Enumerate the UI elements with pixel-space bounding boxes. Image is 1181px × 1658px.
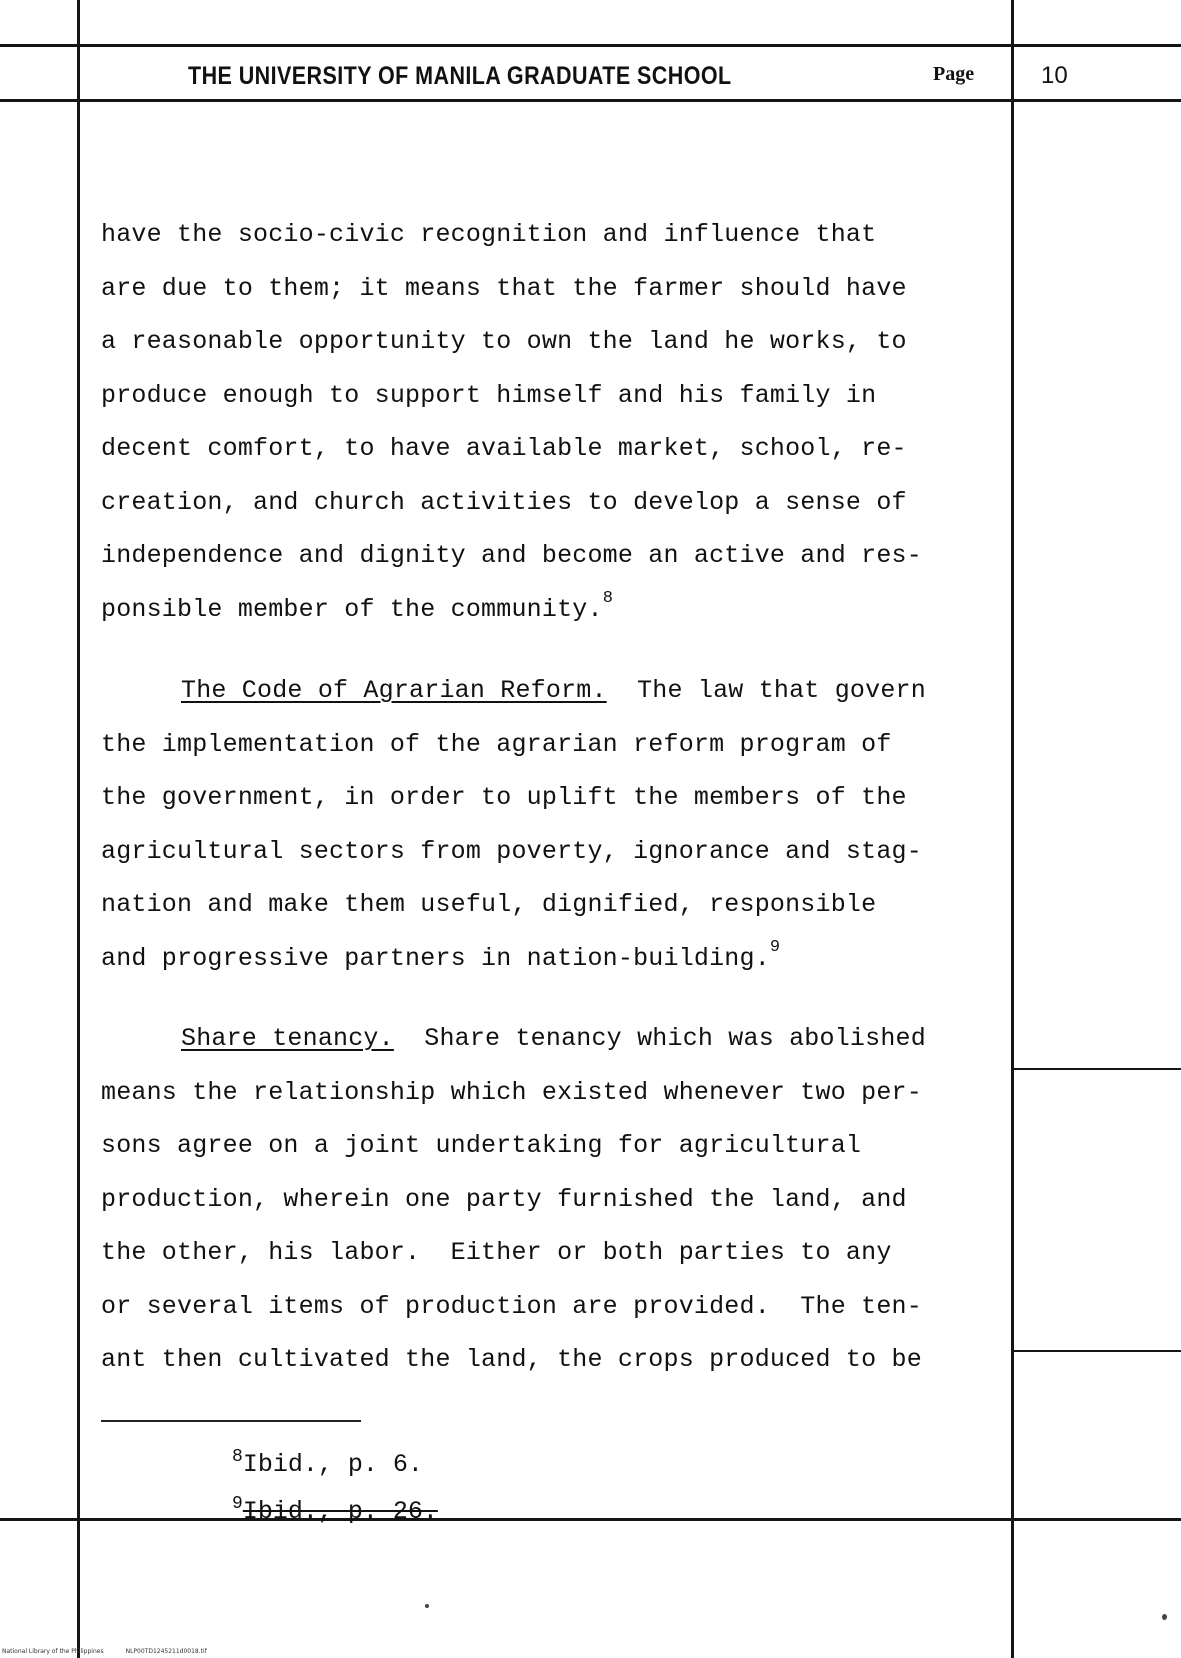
body-line: the government, in order to uplift the members of the — [101, 783, 907, 812]
body-line: a reasonable opportunity to own the land he works, to — [101, 327, 907, 356]
footnote-9 — [232, 1494, 438, 1526]
body-line: produce enough to support himself and his family in — [101, 381, 877, 410]
body-line: have the socio-civic recognition and influence that — [101, 220, 877, 249]
header-bottom-rule — [0, 99, 1181, 102]
scan-speck — [1162, 1614, 1167, 1620]
footer-rule — [0, 1518, 1181, 1521]
section-first-line — [181, 1024, 926, 1053]
footnote-reference-8: 8 — [602, 589, 614, 608]
body-line: creation, and church activities to develop a sense of — [101, 488, 907, 517]
archive-file: NLP00TD1245211d0018.tif — [125, 1648, 207, 1655]
section-heading-share-tenancy: Share tenancy. — [181, 1024, 394, 1053]
scan-speck — [425, 1604, 429, 1608]
footnote-8 — [232, 1447, 423, 1479]
footnote-text: Ibid., p. 26. — [242, 1497, 438, 1526]
institution-title: THE UNIVERSITY OF MANILA GRADUATE SCHOOL — [188, 62, 732, 90]
section-heading-agrarian-reform: The Code of Agrarian Reform. — [181, 676, 607, 705]
body-line-text: ponsible member of the community. — [101, 595, 603, 624]
body-line: means the relationship which existed whenever two per- — [101, 1078, 922, 1107]
right-column-rule-2 — [1012, 1350, 1181, 1352]
left-margin-rule — [77, 0, 80, 1658]
body-line: decent comfort, to have available market, school, re- — [101, 434, 907, 463]
section-first-line-text: The law that govern — [606, 676, 926, 705]
body-line: agricultural sectors from poverty, ignorance and stag- — [101, 837, 922, 866]
section-first-line — [181, 676, 926, 705]
archive-library: National Library of the Philippines — [2, 1648, 104, 1655]
right-margin-rule — [1011, 0, 1014, 1658]
body-line: the other, his labor. Either or both parties to any — [101, 1238, 892, 1267]
body-line: ant then cultivated the land, the crops produced to be — [101, 1345, 922, 1374]
page-number: 10 — [1041, 62, 1068, 89]
right-column-rule-1 — [1012, 1068, 1181, 1070]
footnote-text: Ibid., p. 6. — [242, 1450, 423, 1479]
body-line-text: and progressive partners in nation-building. — [101, 944, 770, 973]
section-first-line-text: Share tenancy which was abolished — [393, 1024, 926, 1053]
footnote-reference-9: 9 — [769, 938, 781, 957]
body-line: the implementation of the agrarian reform program of — [101, 730, 892, 759]
archive-caption — [2, 1648, 229, 1655]
body-line: production, wherein one party furnished the land, and — [101, 1185, 907, 1214]
footnote-separator — [101, 1420, 361, 1422]
footnote-mark: 8 — [232, 1447, 243, 1467]
body-line: sons agree on a joint undertaking for agricultural — [101, 1131, 862, 1160]
page-label: Page — [933, 63, 975, 85]
body-line: independence and dignity and become an active and res- — [101, 541, 922, 570]
body-line-with-footnote — [101, 938, 781, 973]
body-line: or several items of production are provided. The ten- — [101, 1292, 922, 1321]
footnote-mark: 9 — [232, 1494, 243, 1514]
body-line-with-footnote — [101, 589, 614, 624]
header-top-rule — [0, 44, 1181, 47]
body-line: nation and make them useful, dignified, responsible — [101, 890, 877, 919]
body-line: are due to them; it means that the farmer should have — [101, 274, 907, 303]
